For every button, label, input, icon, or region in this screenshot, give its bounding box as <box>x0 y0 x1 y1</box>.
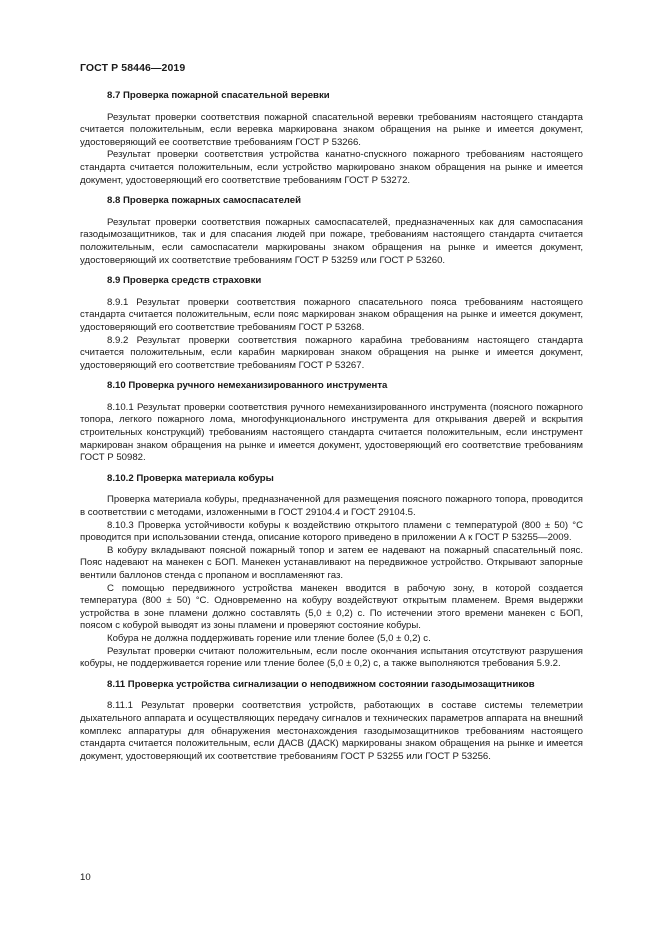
section-heading: 8.7 Проверка пожарной спасательной веревки <box>107 90 330 101</box>
document-id: ГОСТ Р 58446—2019 <box>80 62 186 74</box>
section-8-8 <box>80 195 583 267</box>
section-8-10-2 <box>80 473 583 671</box>
section-heading: 8.11 Проверка устройства сигнализации о неподвижном состоянии газодымозащитников <box>107 678 535 690</box>
section-8-11 <box>80 679 583 764</box>
paragraph: 8.9.1 Результат проверки соответствия пожарного спасательного пояса требованиям настоящего стандарта считается положительным, если пояс маркирован знаком обращения на рынке и имеется документ, удостоверяющий его соответствие требованиям ГОСТ Р 53268. <box>80 296 583 333</box>
paragraph: Результат проверки считают положительным, если после окончания испытания отсутствуют разрушения кобуры, не поддерживается горение или тление более (5,0 ± 0,2) с, а также выполняются требования 5.9.2. <box>80 645 583 670</box>
section-8-9 <box>80 275 583 372</box>
paragraph: Проверка материала кобуры, предназначенной для размещения поясного пожарного топора, проводится в соответствии с методами, изложенными в ГОСТ 29104.4 и ГОСТ 29104.5. <box>80 494 583 519</box>
paragraph: 8.10.3 Проверка устойчивости кобуры к воздействию открытого пламени с температурой (800 ± 50) °С проводится при использовании стенда, описание которого приведено в приложении А к ГОСТ Р 53255—2009. <box>80 519 583 544</box>
paragraph: Результат проверки соответствия пожарных самоспасателей, предназначенных как для самоспасания газодымозащитников, так и для спасания людей при пожаре, требованиям настоящего стандарта считается положительным, если самоспасатели маркированы знаком обращения на рынке и имеется документ, удостоверяющий их соответствие требованиям ГОСТ Р 53259 или ГОСТ Р 53260. <box>80 216 583 266</box>
paragraph: Результат проверки соответствия пожарной спасательной веревки требованиям настоящего стандарта считается положительным, если веревка маркирована знаком обращения на рынке и имеется документ, удостоверяющий ее соответствие требованиям ГОСТ Р 53266. <box>80 111 583 148</box>
paragraph: С помощью передвижного устройства манекен вводится в рабочую зону, в которой создается температура (800 ± 50) °С. Одновременно на кобуру воздействуют открытым пламенем. Время выдержки устройства в зоне пламени должно составлять (5,0 ± 0,2) с. По истечении этого времени манекен с БОП, поясом с кобурой выводят из зоны пламени и проверяют состояние кобуры. <box>80 582 583 632</box>
paragraph: 8.10.1 Результат проверки соответствия ручного немеханизированного инструмента (поясного пожарного топора, легкого пожарного лома, многофункционального инструмента для открывания дверей и вскрытия строительных конструкций) требованиям настоящего стандарта считается положительным, если инструмент маркирован знаком обращения на рынке и имеется документ, удостоверяющий его соответствие требованиям ГОСТ Р 50982. <box>80 401 583 464</box>
section-8-10 <box>80 380 583 465</box>
section-8-7 <box>80 90 583 187</box>
page-number: 10 <box>80 872 91 883</box>
section-heading: 8.9 Проверка средств страховки <box>107 275 262 287</box>
paragraph: Кобура не должна поддерживать горение или тление более (5,0 ± 0,2) с. <box>107 632 431 644</box>
paragraph: В кобуру вкладывают поясной пожарный топор и затем ее надевают на пожарный спасательный пояс. Пояс надевают на манекен с БОП. Манекен устанавливают на передвижное устройство. Открывают запорные вентили баллонов стенда с пропаном и воспламеняют газ. <box>80 544 583 581</box>
document-body <box>80 90 583 771</box>
paragraph: 8.9.2 Результат проверки соответствия пожарного карабина требованиям настоящего стандарта считается положительным, если карабин маркирован знаком обращения на рынке и имеется документ, удостоверяющий его соответствие требованиям ГОСТ Р 53267. <box>80 334 583 371</box>
paragraph: 8.11.1 Результат проверки соответствия устройств, работающих в составе системы телеметрии дыхательного аппарата и осуществляющих передачу сигналов и технических параметров аппарата на внешний комплекс аппаратуры для обнаружения местонахождения газодымозащитников требованиям настоящего стандарта считается положительным, если ДАСВ (ДАСК) маркированы знаком обращения на рынке и имеется документ, удостоверяющий их соответствие требованиям ГОСТ Р 53255 или ГОСТ Р 53256. <box>80 700 583 762</box>
section-heading: 8.8 Проверка пожарных самоспасателей <box>107 195 302 207</box>
section-heading: 8.10.2 Проверка материала кобуры <box>107 472 274 484</box>
section-heading: 8.10 Проверка ручного немеханизированного инструмента <box>107 380 388 392</box>
paragraph: Результат проверки соответствия устройства канатно-спускного пожарного требованиям настоящего стандарта считается положительным, если устройство маркировано знаком обращения на рынке и имеется документ, удостоверяющий его соответствие требованиям ГОСТ Р 53272. <box>80 149 583 186</box>
